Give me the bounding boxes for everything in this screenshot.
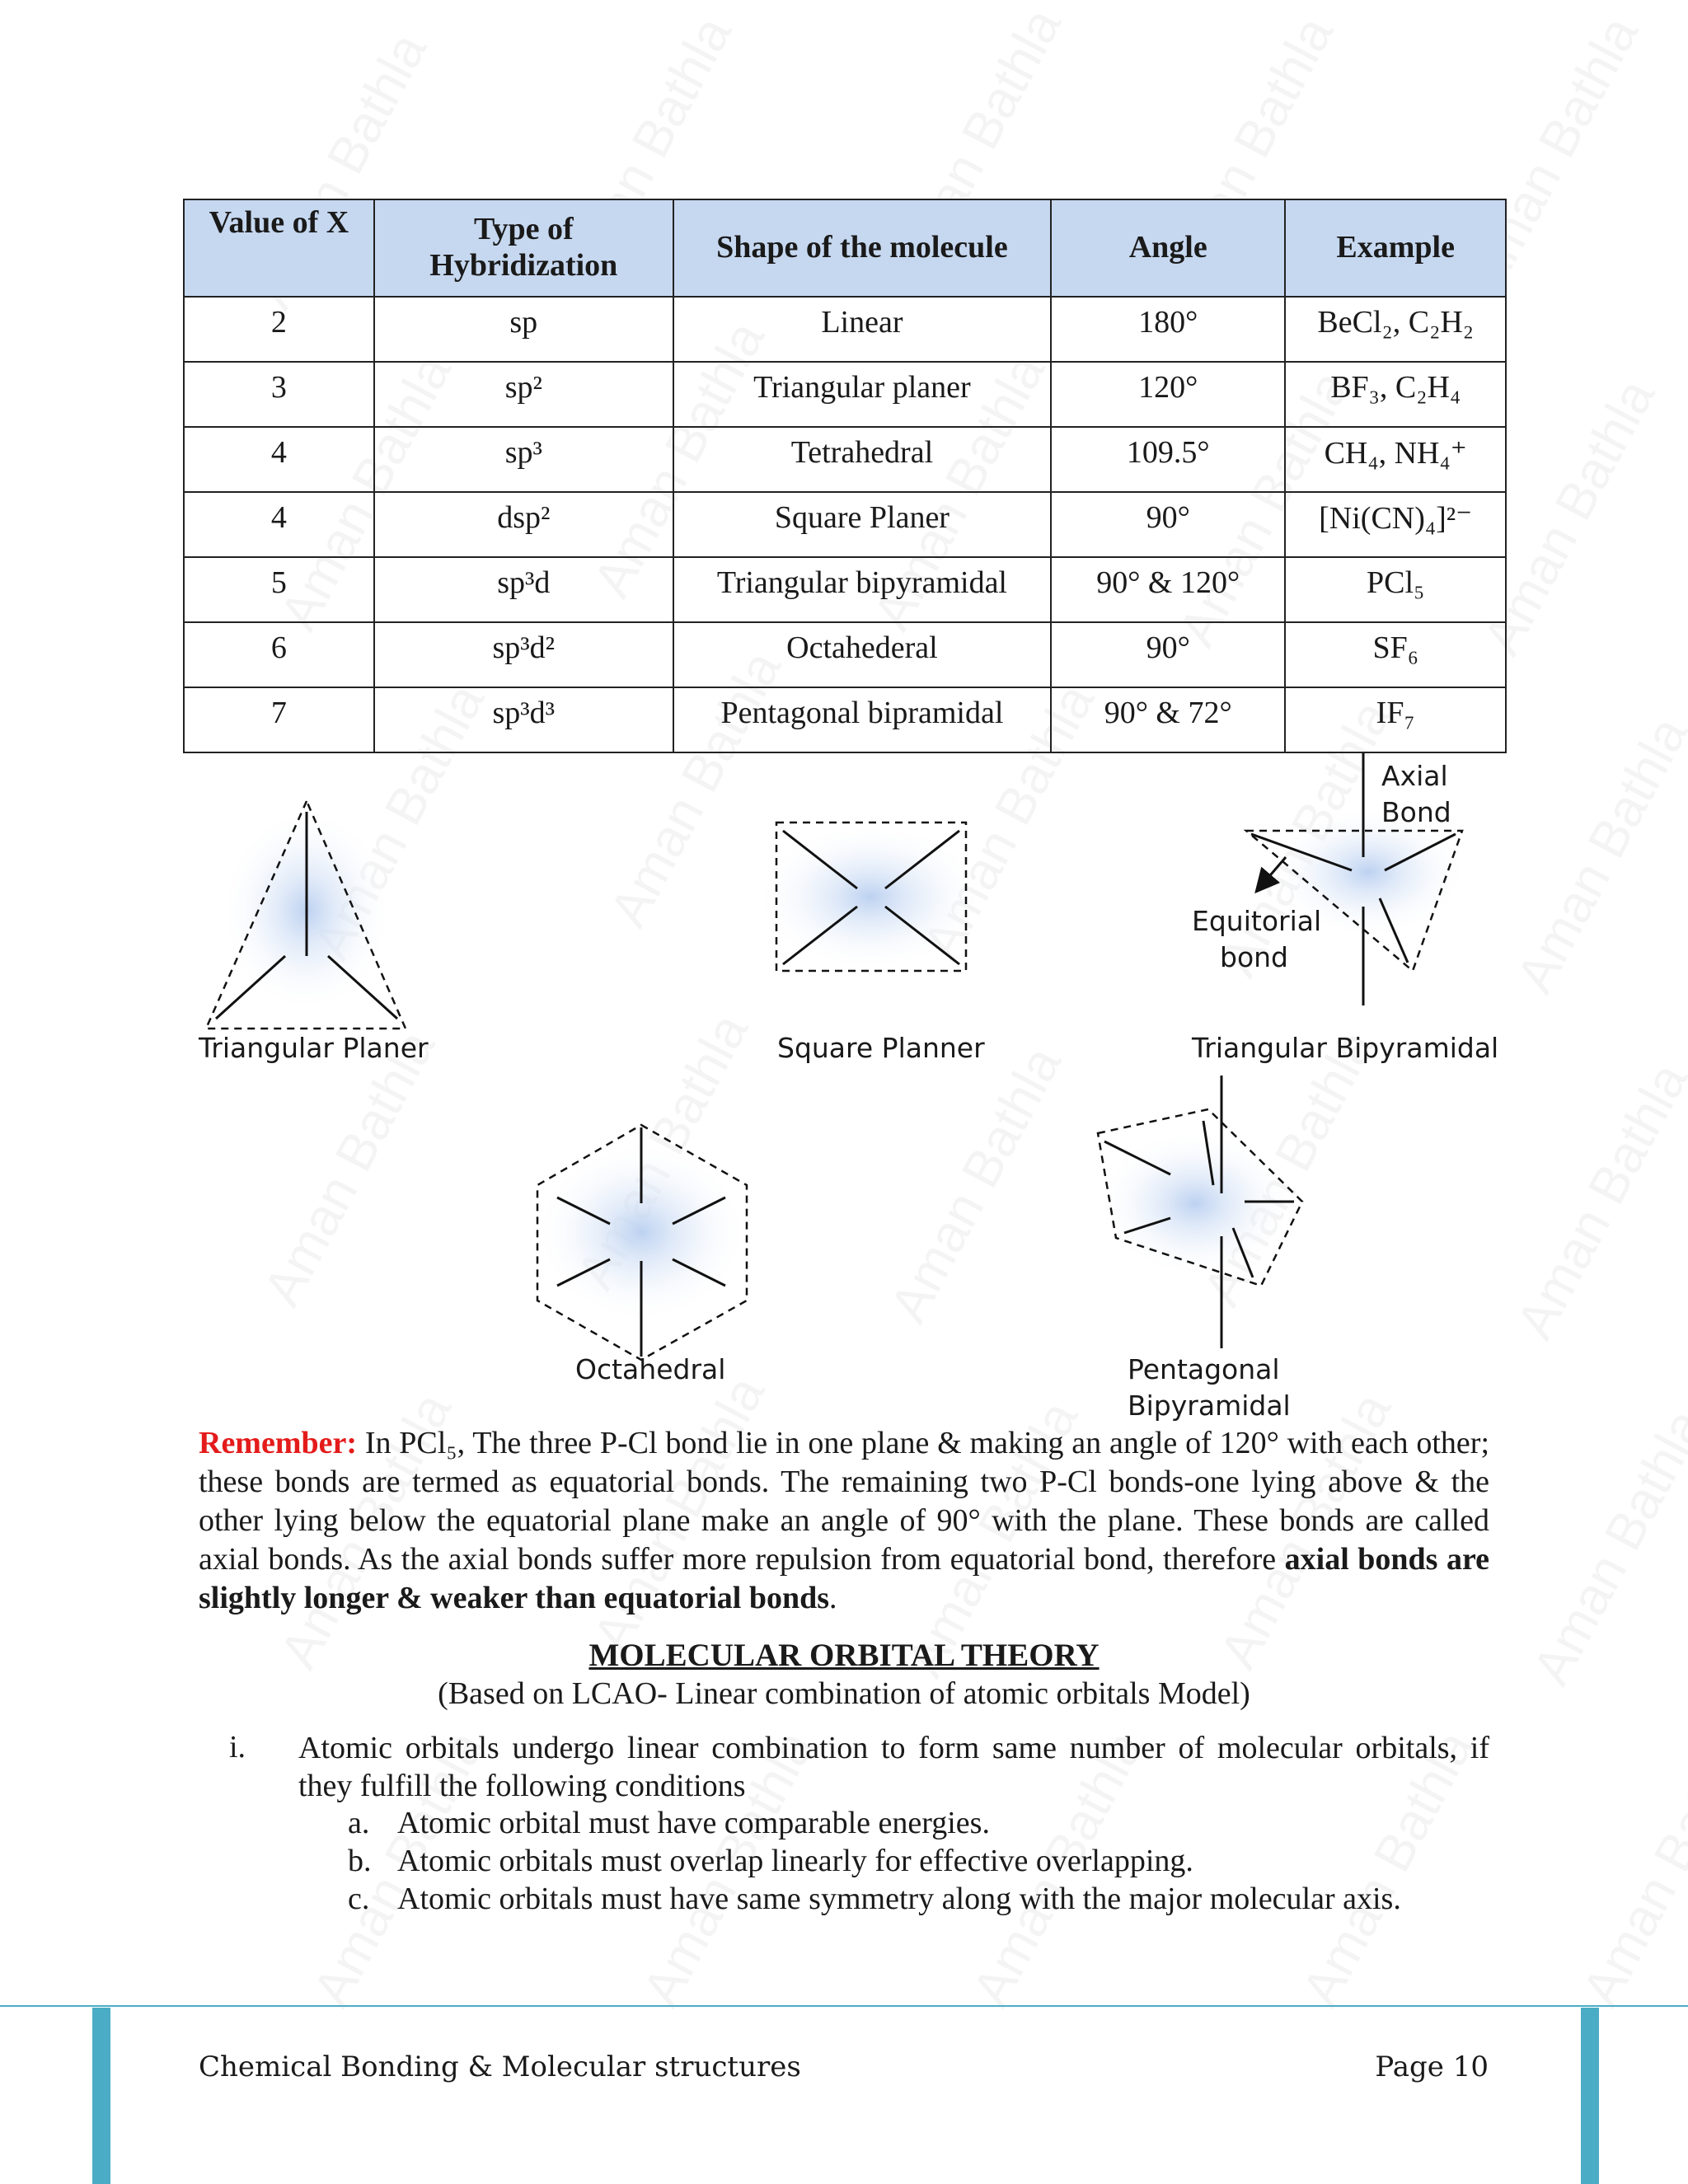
- cell-example: BF₃, C₂H₄: [1285, 362, 1506, 427]
- list-item-text: Atomic orbitals undergo linear combination to form same number of molecular orbitals, if they fulfill the following conditions: [298, 1731, 1489, 1803]
- cell-angle: 90° & 120°: [1051, 557, 1285, 622]
- label-equatorial-1: Equitorial: [1192, 905, 1322, 937]
- cell-shape: Tetrahedral: [673, 427, 1051, 492]
- cell-angle: 109.5°: [1051, 427, 1285, 492]
- cell-value-of-x: 2: [184, 297, 374, 362]
- octahedral-diagram: [534, 1125, 748, 1360]
- cell-example: BeCl₂, C₂H₂: [1285, 297, 1506, 362]
- label-pentagonal-1: Pentagonal: [1128, 1353, 1280, 1385]
- label-equatorial-2: bond: [1220, 941, 1288, 973]
- cell-example: SF₆: [1285, 622, 1506, 687]
- cell-shape: Octahederal: [673, 622, 1051, 687]
- cell-example: [Ni(CN)₄]²⁻: [1285, 492, 1506, 557]
- subitem-marker-a: a.: [348, 1806, 370, 1840]
- cell-example: IF₇: [1285, 687, 1506, 752]
- cell-hybridization: dsp²: [374, 492, 673, 557]
- cell-example: CH₄, NH₄⁺: [1285, 427, 1506, 492]
- cell-hybridization: sp³d³: [374, 687, 673, 752]
- square-planar-diagram: [755, 823, 986, 971]
- cell-hybridization: sp²: [374, 362, 673, 427]
- label-axial-2: Bond: [1381, 796, 1451, 828]
- cell-angle: 180°: [1051, 297, 1285, 362]
- cell-value-of-x: 3: [184, 362, 374, 427]
- section-title: MOLECULAR ORBITAL THEORY: [588, 1638, 1100, 1673]
- header-angle: Angle: [1051, 199, 1285, 297]
- header-shape: Shape of the molecule: [673, 199, 1051, 297]
- header-type-of-hybridization: Type of Hybridization: [374, 199, 673, 297]
- subitem-marker-b: b.: [348, 1844, 372, 1878]
- cell-value-of-x: 7: [184, 687, 374, 752]
- cell-value-of-x: 5: [184, 557, 374, 622]
- triangular-planar-diagram: [206, 801, 406, 1029]
- remember-paragraph: [199, 1424, 1489, 1618]
- cell-shape: Linear: [673, 297, 1051, 362]
- cell-angle: 90° & 72°: [1051, 687, 1285, 752]
- cell-shape: Triangular planer: [673, 362, 1051, 427]
- cell-example: PCl₅: [1285, 557, 1506, 622]
- list-marker: i.: [229, 1730, 246, 1765]
- cell-value-of-x: 4: [184, 427, 374, 492]
- cell-hybridization: sp³d²: [374, 622, 673, 687]
- remember-end: .: [829, 1581, 837, 1615]
- page-number: Page 10: [1375, 2050, 1489, 2083]
- label-trigonal-bipyramidal: Triangular Bipyramidal: [1192, 1032, 1499, 1064]
- subitem-text-a: Atomic orbital must have comparable energies.: [397, 1806, 990, 1840]
- header-value-of-x: Value of X: [184, 199, 374, 297]
- label-octahedral: Octahedral: [575, 1353, 726, 1385]
- glow: [755, 823, 986, 971]
- cell-angle: 90°: [1051, 622, 1285, 687]
- footer-title: Chemical Bonding & Molecular structures: [199, 2050, 801, 2083]
- header-example: Example: [1285, 199, 1506, 297]
- remember-text: In PCl₅, The three P-Cl bond lie in one plane & making an angle of 120° with each other; these bonds are termed as equatorial bonds. The remaining two P-Cl bonds-one lying above & the other lying below the equatorial plane make an angle of 90° with the plane. These bonds are called axial bonds. As the axial bonds suffer more repulsion from equatorial bond, therefore: [199, 1426, 1489, 1577]
- remember-bold: axial bonds are slightly longer & weaker than equatorial bonds: [199, 1542, 1489, 1615]
- remember-label: Remember:: [199, 1426, 358, 1460]
- cell-shape: Square Planer: [673, 492, 1051, 557]
- footer-bar-left: [92, 2008, 110, 2184]
- cell-angle: 90°: [1051, 492, 1285, 557]
- cell-shape: Pentagonal bipramidal: [673, 687, 1051, 752]
- cell-value-of-x: 6: [184, 622, 374, 687]
- footer-bar-right: [1581, 2008, 1599, 2184]
- label-triangular-planar: Triangular Planer: [199, 1032, 429, 1064]
- pentagonal-bipyramidal-diagram: [1096, 1076, 1302, 1348]
- cell-shape: Triangular bipyramidal: [673, 557, 1051, 622]
- footer-rule: [0, 2005, 1688, 2007]
- label-square-planar: Square Planner: [777, 1032, 985, 1064]
- cell-hybridization: sp³d: [374, 557, 673, 622]
- subitem-marker-c: c.: [348, 1882, 370, 1916]
- cell-value-of-x: 4: [184, 492, 374, 557]
- section-subtitle: (Based on LCAO- Linear combination of atomic orbitals Model): [438, 1676, 1250, 1711]
- subitem-text-b: Atomic orbitals must overlap linearly for effective overlapping.: [397, 1844, 1193, 1878]
- watermark-text: [1570, 1721, 1688, 2016]
- cell-hybridization: sp³: [374, 427, 673, 492]
- label-axial-1: Axial: [1381, 760, 1448, 792]
- subitem-text-c: Atomic orbitals must have same symmetry along with the major molecular axis.: [397, 1882, 1401, 1916]
- cell-angle: 120°: [1051, 362, 1285, 427]
- label-pentagonal-2: Bipyramidal: [1128, 1390, 1291, 1422]
- cell-hybridization: sp: [374, 297, 673, 362]
